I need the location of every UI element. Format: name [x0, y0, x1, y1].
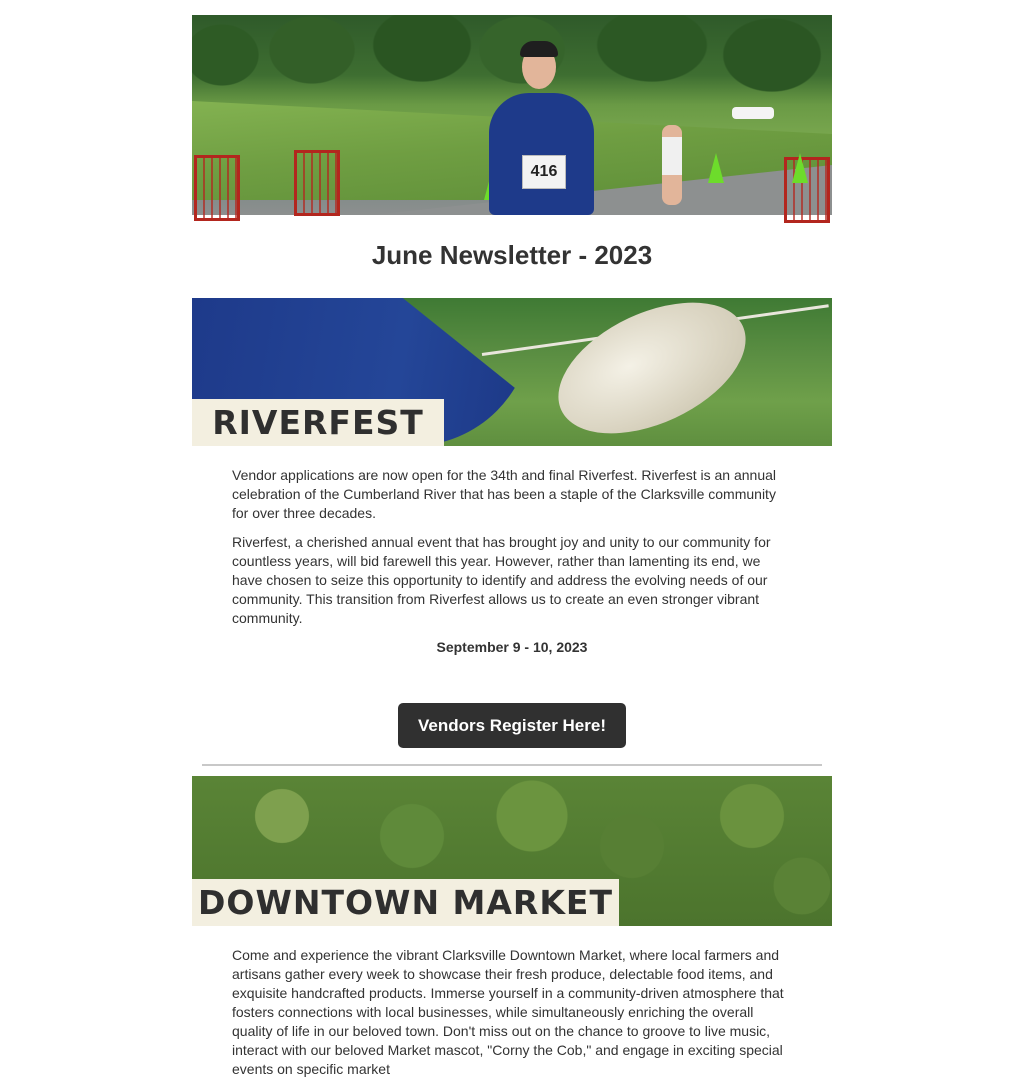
hero-barrier-left [194, 155, 240, 221]
section-divider [202, 764, 822, 766]
downtown-market-banner [192, 776, 832, 926]
hero-background-runner [662, 125, 682, 205]
vendors-register-button[interactable]: Vendors Register Here! [398, 703, 626, 748]
race-bib: 416 [522, 155, 566, 189]
newsletter-container [192, 0, 832, 1079]
riverfest-paragraph: Vendor applications are now open for the 34th and final Riverfest. Riverfest is an annual celebration of the Cumberland River that has been a staple of the Clarksville community for over three decades. [232, 467, 776, 521]
hero-car [732, 107, 774, 119]
hero-cone [708, 153, 724, 183]
riverfest-date: September 9 - 10, 2023 [436, 639, 588, 655]
hero-barrier-mid [294, 150, 340, 216]
riverfest-banner [192, 298, 832, 446]
hero-runner-cap [520, 41, 558, 57]
cta-row [192, 667, 832, 764]
hero-runner [489, 93, 594, 215]
riverfest-paragraph: Riverfest, a cherished annual event that has brought joy and unity to our community for countless years, will bid farewell this year. However, rather than lamenting its end, we have chosen to seize this opportunity to identify and address the evolving needs of our community. This transition from Riverfest allows us to create an even stronger vibrant community. [232, 534, 771, 626]
hero-cone [792, 153, 808, 183]
downtown-market-banner-label: DOWNTOWN MARKET [192, 879, 619, 926]
cymbal [538, 276, 766, 460]
downtown-market-content [192, 926, 832, 1079]
downtown-market-paragraph: Come and experience the vibrant Clarksville Downtown Market, where local farmers and artisans gather every week to showcase their fresh produce, delectable food items, and exquisite handcrafted products. Immerse yourself in a community-driven atmosphere that fosters connections with local businesses, while simultaneously enriching the overall quality of life in our beloved town. Don't miss out on the chance to groove to live music, interact with our beloved Market mascot, "Corny the Cob," and engage in exciting special events on specific market [232, 947, 784, 1077]
riverfest-banner-label: RIVERFEST [192, 399, 444, 446]
hero-image-runner [192, 15, 832, 215]
newsletter-title: June Newsletter - 2023 [371, 240, 653, 270]
riverfest-content [192, 446, 832, 657]
